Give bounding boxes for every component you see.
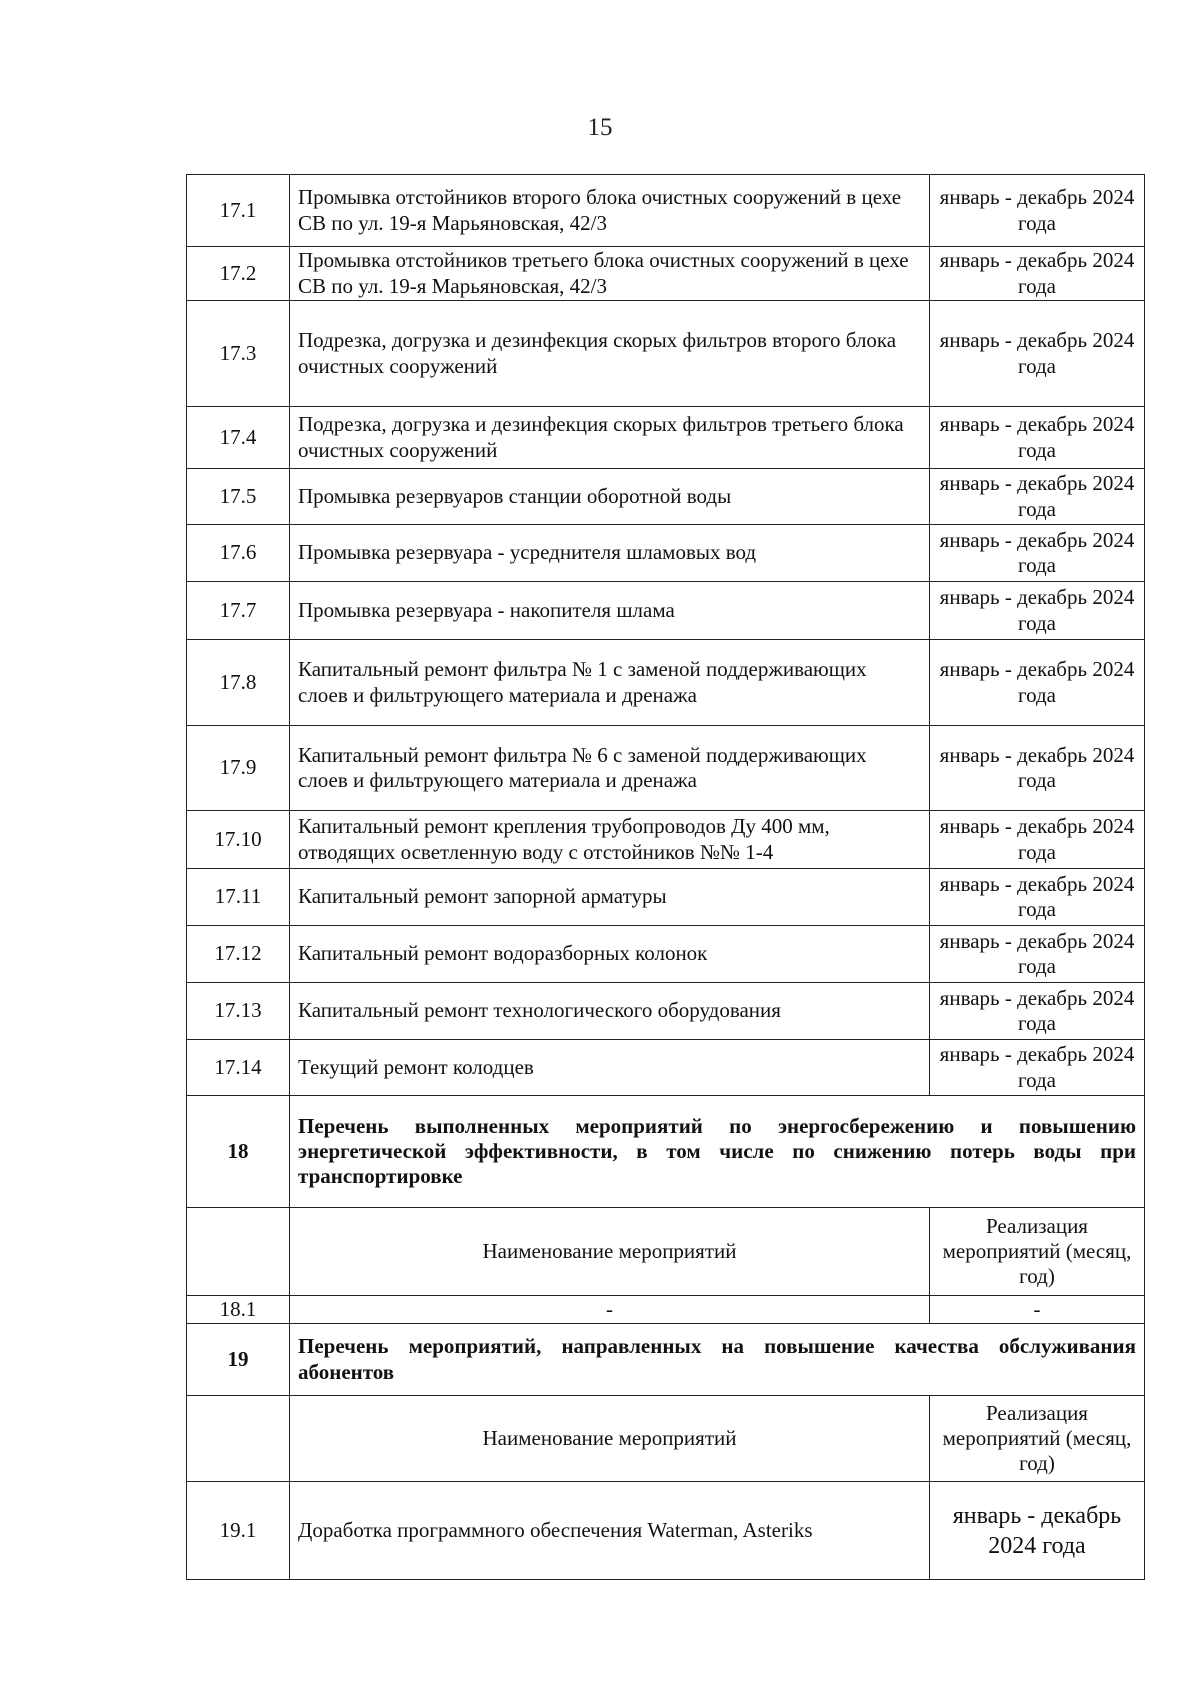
row-name: Подрезка, догрузка и дезинфекция скорых фильтров второго блока очистных сооружений [290, 301, 930, 407]
table-row [187, 1040, 1145, 1096]
measures-table [186, 174, 1145, 1580]
row-name: Капитальный ремонт технологического оборудования [290, 983, 930, 1040]
row-name: Капитальный ремонт фильтра № 1 с заменой поддерживающих слоев и фильтрующего материала и дренажа [290, 640, 930, 726]
row-date: январь - декабрь 2024 года [930, 869, 1145, 926]
row-date: январь - декабрь 2024 года [930, 1482, 1145, 1580]
row-number: 17.9 [187, 726, 290, 811]
section-18-title-row [187, 1096, 1145, 1208]
row-number: 17.11 [187, 869, 290, 926]
row-date: январь - декабрь 2024 года [930, 926, 1145, 983]
column-header-name: Наименование мероприятий [290, 1208, 930, 1296]
row-number: 17.3 [187, 301, 290, 407]
section-number: 19 [187, 1324, 290, 1396]
row-date: январь - декабрь 2024 года [930, 811, 1145, 869]
table-row [187, 247, 1145, 301]
section-19-title-row [187, 1324, 1145, 1396]
table-row [187, 726, 1145, 811]
column-header-date: Реализация мероприятий (месяц, год) [930, 1208, 1145, 1296]
table-row [187, 582, 1145, 640]
table-row [187, 983, 1145, 1040]
row-number: 17.7 [187, 582, 290, 640]
row-name: Промывка резервуара - накопителя шлама [290, 582, 930, 640]
row-name: Подрезка, догрузка и дезинфекция скорых фильтров третьего блока очистных сооружений [290, 407, 930, 469]
row-number: 17.5 [187, 469, 290, 525]
table-row [187, 1482, 1145, 1580]
row-number: 19.1 [187, 1482, 290, 1580]
table-row [187, 1296, 1145, 1324]
row-name: Промывка резервуара - усреднителя шламовых вод [290, 525, 930, 582]
row-name: Доработка программного обеспечения Waterman, Asteriks [290, 1482, 930, 1580]
section-title: Перечень выполненных мероприятий по энергосбережению и повышению энергетической эффективности, в том числе по снижению потерь воды при транспортировке [290, 1096, 1145, 1208]
row-number: 17.2 [187, 247, 290, 301]
row-name: - [290, 1296, 930, 1324]
section-number: 18 [187, 1096, 290, 1208]
column-header-name: Наименование мероприятий [290, 1396, 930, 1482]
table-row [187, 926, 1145, 983]
section-19-header-row [187, 1396, 1145, 1482]
row-date: январь - декабрь 2024 года [930, 525, 1145, 582]
row-number: 17.4 [187, 407, 290, 469]
section-title: Перечень мероприятий, направленных на повышение качества обслуживания абонентов [290, 1324, 1145, 1396]
row-number: 17.10 [187, 811, 290, 869]
row-date: январь - декабрь 2024 года [930, 582, 1145, 640]
page-number: 15 [587, 114, 613, 141]
table-row [187, 640, 1145, 726]
row-name: Капитальный ремонт крепления трубопроводов Ду 400 мм, отводящих осветленную воду с отстойников №№ 1-4 [290, 811, 930, 869]
row-date: январь - декабрь 2024 года [930, 726, 1145, 811]
row-name: Промывка отстойников третьего блока очистных сооружений в цехе СВ по ул. 19-я Марьяновская, 42/3 [290, 247, 930, 301]
row-date: январь - декабрь 2024 года [930, 640, 1145, 726]
table-row [187, 811, 1145, 869]
row-number: 17.14 [187, 1040, 290, 1096]
table-row [187, 301, 1145, 407]
table-row [187, 869, 1145, 926]
row-date: январь - декабрь 2024 года [930, 983, 1145, 1040]
row-date: январь - декабрь 2024 года [930, 407, 1145, 469]
row-date: январь - декабрь 2024 года [930, 469, 1145, 525]
row-number: 17.6 [187, 525, 290, 582]
table-row [187, 525, 1145, 582]
row-number: 17.12 [187, 926, 290, 983]
row-date: январь - декабрь 2024 года [930, 1040, 1145, 1096]
table-row [187, 469, 1145, 525]
row-date: январь - декабрь 2024 года [930, 175, 1145, 247]
row-date: январь - декабрь 2024 года [930, 247, 1145, 301]
row-name: Промывка резервуаров станции оборотной воды [290, 469, 930, 525]
row-name: Капитальный ремонт фильтра № 6 с заменой поддерживающих слоев и фильтрующего материала и дренажа [290, 726, 930, 811]
row-number: 18.1 [187, 1296, 290, 1324]
section-18-header-row [187, 1208, 1145, 1296]
row-name: Капитальный ремонт запорной арматуры [290, 869, 930, 926]
row-date: - [930, 1296, 1145, 1324]
row-name: Промывка отстойников второго блока очистных сооружений в цехе СВ по ул. 19-я Марьяновская, 42/3 [290, 175, 930, 247]
column-header-date: Реализация мероприятий (месяц, год) [930, 1396, 1145, 1482]
table-row [187, 407, 1145, 469]
row-name: Текущий ремонт колодцев [290, 1040, 930, 1096]
row-number: 17.13 [187, 983, 290, 1040]
row-name: Капитальный ремонт водоразборных колонок [290, 926, 930, 983]
row-number: 17.1 [187, 175, 290, 247]
empty-cell [187, 1396, 290, 1482]
table-row [187, 175, 1145, 247]
empty-cell [187, 1208, 290, 1296]
row-number: 17.8 [187, 640, 290, 726]
row-date: январь - декабрь 2024 года [930, 301, 1145, 407]
